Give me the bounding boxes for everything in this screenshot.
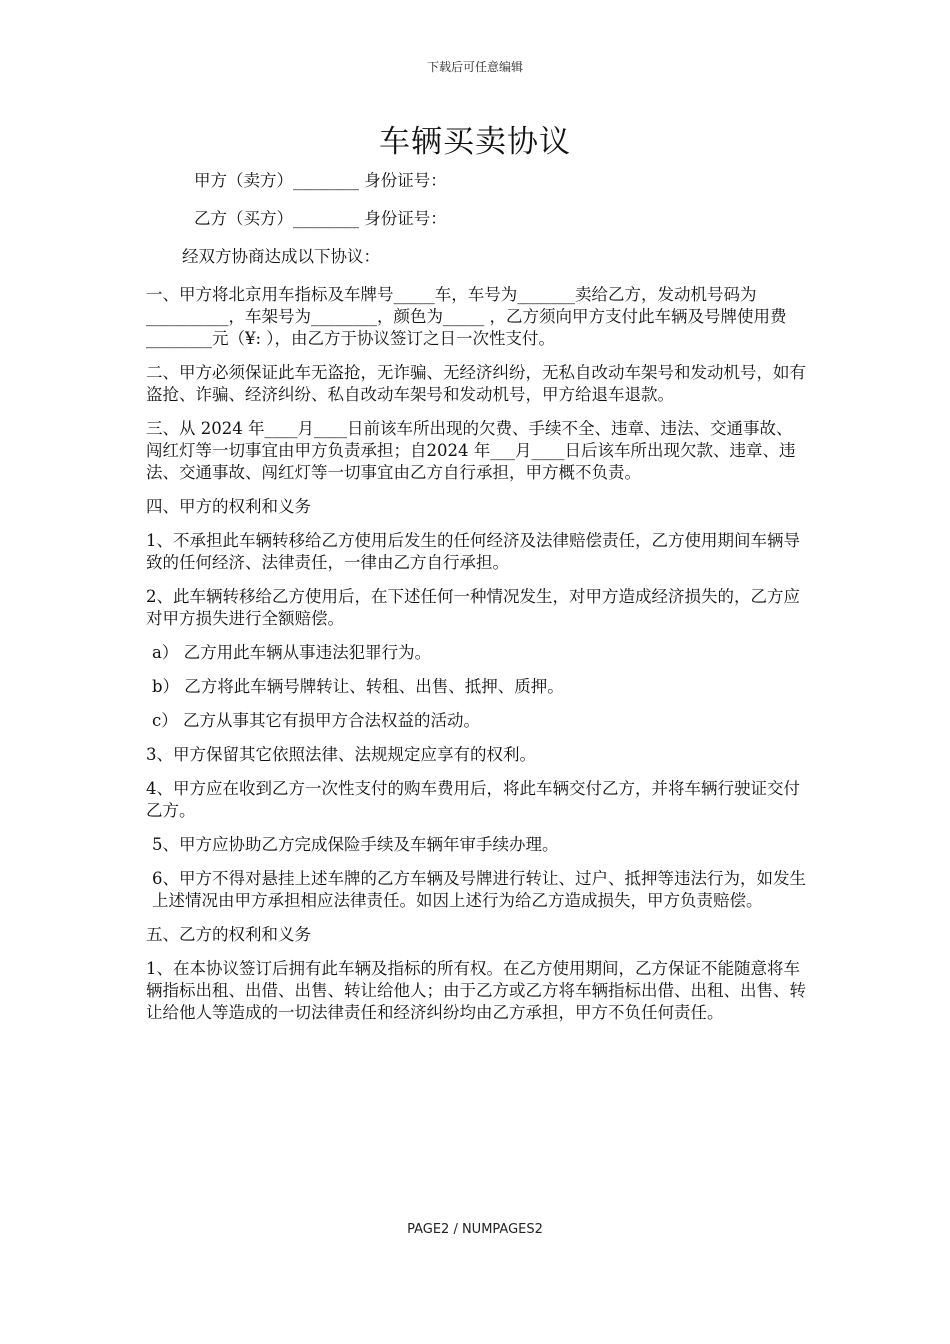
party-a-line: 甲方（卖方）________ 身份证号： — [194, 171, 447, 190]
document-body — [146, 170, 808, 1036]
intro-line: 经双方协商达成以下协议： — [182, 247, 380, 266]
section-heading-party-a: 四、甲方的权利和义务 — [146, 497, 311, 516]
clause-1: 一、甲方将北京用车指标及车牌号_____车，车号为_______卖给乙方，发动机号码为__________，车架号为________，颜色为_____ ，乙方须向甲方支付此车辆及号牌使用费________元（¥: ），由乙方于协议签订之日一次性支付。 — [146, 285, 787, 348]
clause-2: 二、甲方必须保证此车无盗抢，无诈骗、无经济纠纷，无私自改动车架号和发动机号，如有盗抢、诈骗、经济纠纷、私自改动车架号和发动机号，甲方给退车退款。 — [146, 363, 806, 404]
party-a-item-5: 5、甲方应协助乙方完成保险手续及车辆年审手续办理。 — [152, 835, 559, 854]
party-a-item-1: 1、不承担此车辆转移给乙方使用后发生的任何经济及法律赔偿责任，乙方使用期间车辆导致的任何经济、法律责任，一律由乙方自行承担。 — [146, 531, 800, 572]
sub-item-c: c） 乙方从事其它有损甲方合法权益的活动。 — [152, 711, 480, 730]
clause-3: 三、从 2024 年____月____日前该车所出现的欠费、手续不全、违章、违法、交通事故、闯红灯等一切事宜由甲方负责承担；自2024 年___月____日后该车所出现欠款、违章、违法、交通事故、闯红灯等一切事宜由乙方自行承担，甲方概不负责。 — [146, 419, 796, 482]
sub-item-b: b） 乙方将此车辆号牌转让、转租、出售、抵押、质押。 — [152, 677, 564, 696]
party-a-item-6: 6、甲方不得对悬挂上述车牌的乙方车辆及号牌进行转让、过户、抵押等违法行为，如发生上述情况由甲方承担相应法律责任。如因上述行为给乙方造成损失，甲方负责赔偿。 — [152, 869, 806, 910]
party-a-item-2: 2、此车辆转移给乙方使用后，在下述任何一种情况发生，对甲方造成经济损失的，乙方应对甲方损失进行全额赔偿。 — [146, 587, 800, 628]
party-a-item-3: 3、甲方保留其它依照法律、法规规定应享有的权利。 — [146, 745, 536, 764]
document-title: 车辆买卖协议 — [379, 124, 571, 160]
page-header-note: 下载后可任意编辑 — [426, 60, 523, 74]
sub-item-a: a） 乙方用此车辆从事违法犯罪行为。 — [152, 643, 432, 662]
page-number-footer: PAGE2 / NUMPAGES2 — [407, 1222, 543, 1237]
section-heading-party-b: 五、乙方的权利和义务 — [146, 925, 311, 944]
party-b-line: 乙方（买方）________ 身份证号： — [194, 209, 447, 228]
party-a-item-4: 4、甲方应在收到乙方一次性支付的购车费用后，将此车辆交付乙方，并将车辆行驶证交付乙方。 — [146, 779, 800, 820]
party-b-item-1: 1、在本协议签订后拥有此车辆及指标的所有权。在乙方使用期间，乙方保证不能随意将车辆指标出租、出借、出售、转让给他人；由于乙方或乙方将车辆指标出借、出租、出售、转让给他人等造成的一切法律责任和经济纠纷均由乙方承担，甲方不负任何责任。 — [146, 959, 806, 1022]
